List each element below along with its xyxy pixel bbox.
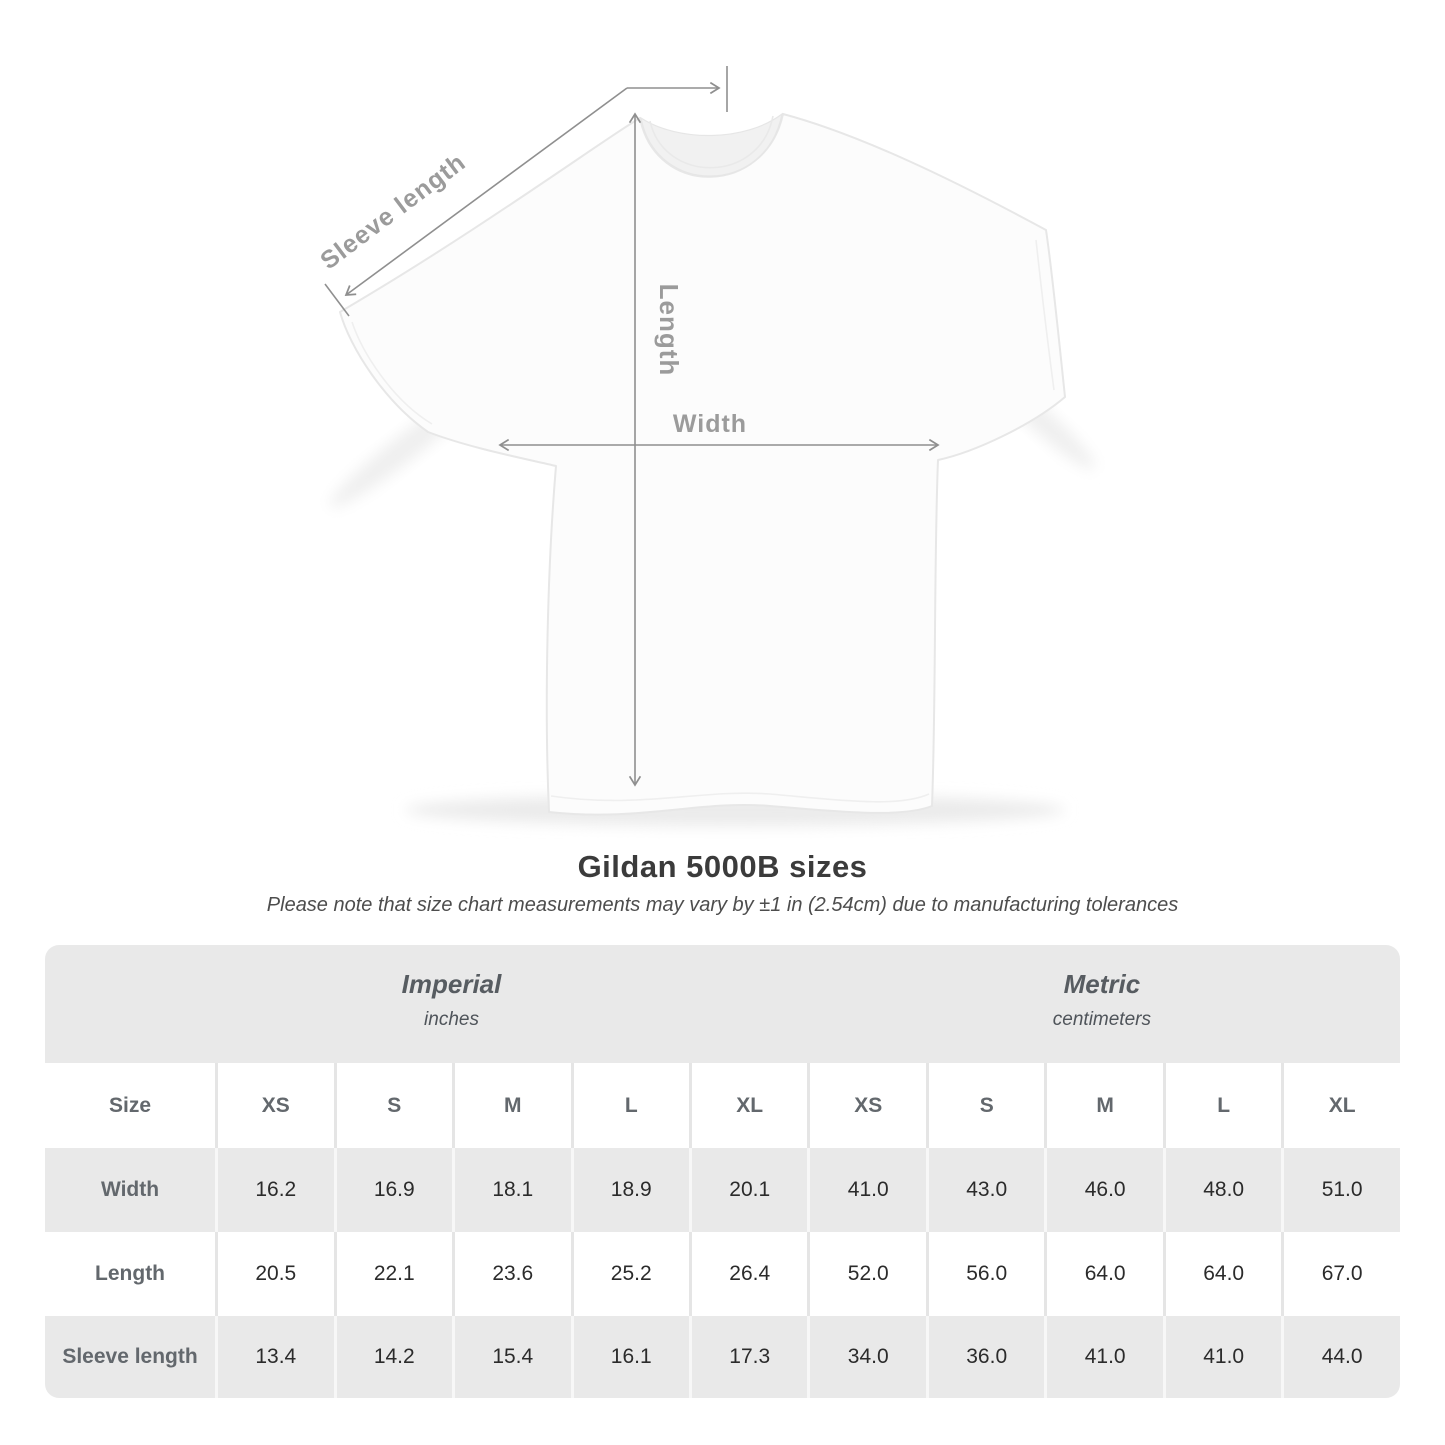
cell-value: 20.5 [215, 1232, 333, 1316]
size-header: M [452, 1063, 570, 1148]
imperial-unit: inches [424, 1009, 479, 1030]
cell-value: 13.4 [215, 1316, 333, 1398]
imperial-section-header [181, 945, 723, 1031]
unit-header-band [45, 945, 1400, 1063]
size-header: M [1044, 1063, 1162, 1148]
cell-value: 41.0 [807, 1148, 925, 1232]
tolerance-note: Please note that size chart measurements may vary by ±1 in (2.54cm) due to manufacturing tolerances [266, 894, 1179, 916]
length-label: Length [654, 283, 684, 377]
cell-value: 15.4 [452, 1316, 570, 1398]
size-header: XS [807, 1063, 925, 1148]
size-header-row [45, 1063, 1400, 1148]
cell-value: 64.0 [1044, 1232, 1162, 1316]
metric-label: Metric [1063, 969, 1141, 999]
metric-section-header [831, 945, 1373, 1031]
cell-value: 16.2 [215, 1148, 333, 1232]
row-label: Width [100, 1178, 160, 1201]
cell-value: 52.0 [807, 1232, 925, 1316]
cell-value: 16.9 [334, 1148, 452, 1232]
cell-value: 17.3 [689, 1316, 807, 1398]
metric-unit: centimeters [1052, 1009, 1151, 1030]
size-table [45, 945, 1400, 1398]
page-title: Gildan 5000B sizes [577, 849, 868, 884]
cell-value: 36.0 [926, 1316, 1044, 1398]
sleeve-length-label: Sleeve length [315, 148, 472, 276]
row-label: Sleeve length [62, 1345, 198, 1368]
cell-value: 51.0 [1281, 1148, 1399, 1232]
cell-value: 67.0 [1281, 1232, 1399, 1316]
cell-value: 20.1 [689, 1148, 807, 1232]
cell-value: 48.0 [1163, 1148, 1281, 1232]
width-label: Width [672, 410, 748, 438]
cell-value: 34.0 [807, 1316, 925, 1398]
size-header: L [1163, 1063, 1281, 1148]
cell-value: 18.9 [571, 1148, 689, 1232]
size-header: S [926, 1063, 1044, 1148]
table-row-sleeve-length [45, 1316, 1400, 1398]
cell-value: 14.2 [334, 1316, 452, 1398]
size-header: XL [689, 1063, 807, 1148]
size-column-header: Size [109, 1093, 152, 1117]
size-header: S [334, 1063, 452, 1148]
cell-value: 16.1 [571, 1316, 689, 1398]
cell-value: 41.0 [1044, 1316, 1162, 1398]
cell-value: 46.0 [1044, 1148, 1162, 1232]
cell-value: 56.0 [926, 1232, 1044, 1316]
cell-value: 25.2 [571, 1232, 689, 1316]
size-header: L [571, 1063, 689, 1148]
cell-value: 18.1 [452, 1148, 570, 1232]
cell-value: 23.6 [452, 1232, 570, 1316]
imperial-label: Imperial [401, 969, 502, 999]
table-row-length [45, 1232, 1400, 1316]
sleeve-dimension-tick-end [325, 284, 349, 316]
table-row-width [45, 1148, 1400, 1232]
row-label: Length [95, 1262, 166, 1285]
cell-value: 44.0 [1281, 1316, 1399, 1398]
cell-value: 26.4 [689, 1232, 807, 1316]
size-header: XL [1281, 1063, 1399, 1148]
cell-value: 43.0 [926, 1148, 1044, 1232]
cell-value: 64.0 [1163, 1232, 1281, 1316]
cell-value: 41.0 [1163, 1316, 1281, 1398]
size-header: XS [215, 1063, 333, 1148]
cell-value: 22.1 [334, 1232, 452, 1316]
